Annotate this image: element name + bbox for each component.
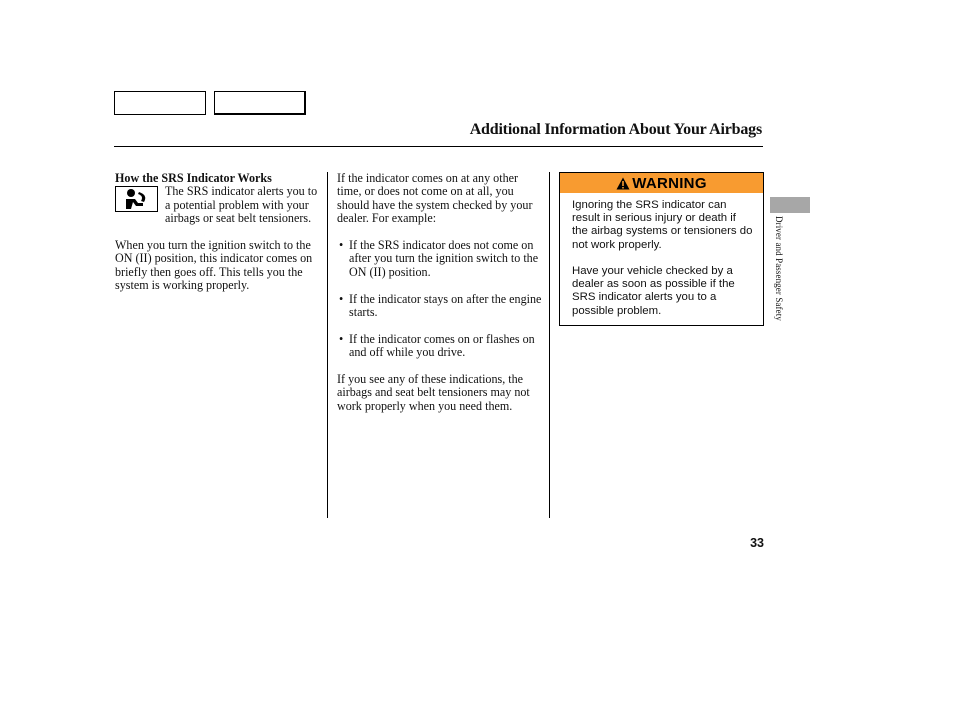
nav-button-previous[interactable] [114,91,206,115]
list-item: • If the SRS indicator does not come on after you turn the ignition switch to the ON (II) position. [339,238,539,279]
bullet-icon: • [339,331,344,346]
warning-box [559,172,764,326]
section-tab [770,197,810,213]
column-divider [549,172,550,518]
page-number: 33 [750,536,764,550]
warning-body [560,193,763,318]
srs-intro-paragraph: The SRS indicator alerts you to a potential problem with your airbags or seat belt tensioners. [165,184,318,226]
closing-paragraph: If you see any of these indications, the airbags and seat belt tensioners may not work properly when you need them. [337,372,530,413]
page-title: Additional Information About Your Airbags [469,121,762,138]
section-heading: How the SRS Indicator Works [115,171,272,185]
left-column [115,172,319,293]
bullet-icon: • [339,238,344,253]
warning-label: WARNING [632,174,707,192]
section-label: Driver and Passenger Safety [774,216,784,321]
warning-banner [560,173,763,193]
list-item: • If the indicator stays on after the engine starts. [339,291,542,320]
nav-button-next[interactable] [214,91,306,115]
ignition-paragraph: When you turn the ignition switch to the ON (II) position, this indicator comes on briefly then goes off. This tells you the system is working properly. [115,238,313,293]
list-item: • If the indicator comes on or flashes on and off while you drive. [339,331,535,360]
warning-paragraph: Have your vehicle checked by a dealer as soon as possible if the SRS indicator alerts you to a possible problem. [572,265,735,317]
warning-paragraph: Ignoring the SRS indicator can result in serious injury or death if the airbag systems or tensioners do not work properly. [572,199,753,251]
srs-airbag-indicator-icon [115,186,158,212]
bullet-icon: • [339,291,344,306]
middle-column [337,172,545,413]
airbag-person-icon [122,188,152,210]
indicator-intro-paragraph: If the indicator comes on at any other time, or does not come on at all, you should have the system checked by your dealer. For example: [337,171,533,226]
warning-triangle-icon [616,177,630,190]
column-divider [327,172,328,518]
header-rule [114,146,763,147]
